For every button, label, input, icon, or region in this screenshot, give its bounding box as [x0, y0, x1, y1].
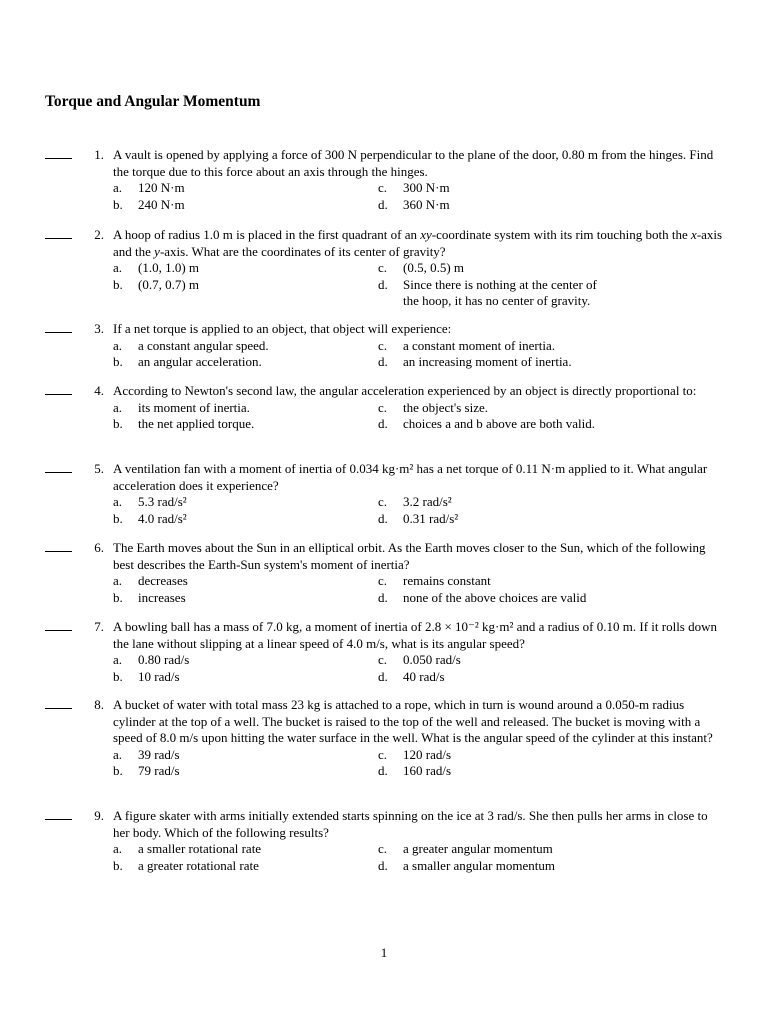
- question-stem: A ventilation fan with a moment of inertia of 0.034 kg·m² has a net torque of 0.11 N·m applied to it. What angular acceleration does it experience?: [113, 461, 708, 493]
- option-d: d. 0.31 rad/s²: [378, 510, 459, 526]
- option-d: d. a smaller angular momentum: [378, 857, 555, 873]
- option-c: c. 300 N·m: [378, 180, 450, 195]
- question-5: [0, 461, 768, 527]
- option-d: d. choices a and b above are both valid.: [378, 416, 596, 431]
- page-number: 1: [380, 945, 388, 960]
- option-b: b. 10 rad/s: [113, 668, 180, 684]
- option-a: a. (1.0, 1.0) m: [113, 260, 200, 275]
- option-a: a. decreases: [113, 573, 188, 588]
- question-stem: According to Newton's second law, the angular acceleration experienced by an object is directly proportional to:: [113, 383, 697, 398]
- option-d: d. Since there is nothing at the center of the hoop, it has no center of gravity.: [378, 276, 597, 308]
- option-a: a. a smaller rotational rate: [113, 841, 262, 856]
- option-c: c. 120 rad/s: [378, 746, 452, 762]
- option-a: a. 5.3 rad/s²: [113, 494, 187, 509]
- option-b: b. the net applied torque.: [113, 416, 255, 431]
- answer-blank[interactable]: [45, 238, 72, 239]
- question-stem: A bucket of water with total mass 23 kg is attached to a rope, which in turn is wound around a 0.050-m radius cylinder at the top of a well. The bucket is raised to the top of the well and released. The bucket is moving with a speed of 8.0 m/s upon hitting the water surface in the well. What is the angular speed of the cylinder at this instant?: [113, 697, 713, 745]
- answer-blank[interactable]: [45, 630, 72, 631]
- option-d: d. 160 rad/s: [378, 763, 452, 778]
- option-b: b. 4.0 rad/s²: [113, 510, 187, 526]
- option-a: a. its moment of inertia.: [113, 399, 250, 415]
- option-a: a. a constant angular speed.: [113, 337, 269, 353]
- question-number: 4.: [94, 383, 104, 398]
- answer-blank[interactable]: [45, 394, 72, 395]
- question-2: [0, 227, 768, 310]
- option-d: d. 360 N·m: [378, 196, 450, 212]
- question-number: 3.: [94, 321, 104, 336]
- question-9: [0, 808, 768, 874]
- answer-blank[interactable]: [45, 708, 72, 709]
- question-7: [0, 619, 768, 685]
- question-4: [0, 383, 768, 433]
- option-a: a. 0.80 rad/s: [113, 652, 190, 667]
- option-c: c. 3.2 rad/s²: [378, 494, 452, 509]
- answer-blank[interactable]: [45, 332, 72, 333]
- answer-blank[interactable]: [45, 158, 72, 159]
- page-title: Torque and Angular Momentum: [45, 93, 261, 110]
- question-3: [0, 321, 768, 371]
- option-c: c. 0.050 rad/s: [378, 652, 461, 667]
- question-number: 5.: [94, 461, 104, 476]
- option-c: c. a greater angular momentum: [378, 841, 553, 856]
- question-stem: A figure skater with arms initially extended starts spinning on the ice at 3 rad/s. She then pulls her arms in close to her body. Which of the following results?: [113, 808, 708, 840]
- option-a: a. 120 N·m: [113, 180, 185, 195]
- answer-blank[interactable]: [45, 472, 72, 473]
- question-stem: If a net torque is applied to an object, that object will experience:: [113, 321, 452, 336]
- option-c: c. the object's size.: [378, 399, 489, 415]
- question-stem: A vault is opened by applying a force of 300 N perpendicular to the plane of the door, 0.80 m from the hinges. Find the torque due to this force about an axis through the hinges.: [113, 147, 714, 179]
- question-stem: The Earth moves about the Sun in an elliptical orbit. As the Earth moves closer to the Sun, which of the following best describes the Earth-Sun system's moment of inertia?: [113, 540, 706, 572]
- option-d: d. none of the above choices are valid: [378, 589, 587, 605]
- question-number: 2.: [94, 227, 104, 242]
- option-c: c. remains constant: [378, 573, 491, 588]
- option-c: c. a constant moment of inertia.: [378, 337, 555, 353]
- option-c: c. (0.5, 0.5) m: [378, 260, 465, 275]
- option-b: b. 79 rad/s: [113, 763, 180, 778]
- question-number: 6.: [94, 540, 104, 555]
- question-number: 8.: [94, 697, 104, 712]
- question-1: [0, 147, 768, 213]
- option-b: b. (0.7, 0.7) m: [113, 276, 200, 292]
- question-8: [0, 697, 768, 780]
- option-b: b. 240 N·m: [113, 196, 185, 212]
- question-number: 7.: [94, 619, 104, 634]
- answer-blank[interactable]: [45, 551, 72, 552]
- question-6: [0, 540, 768, 606]
- question-stem: A bowling ball has a mass of 7.0 kg, a moment of inertia of 2.8 × 10⁻² kg·m² and a radius of 0.10 m. If it rolls down the lane without slipping at a linear speed of 4.0 m/s, what is its angular speed?: [113, 619, 718, 651]
- option-d: d. 40 rad/s: [378, 668, 445, 684]
- option-b: b. a greater rotational rate: [113, 857, 259, 873]
- question-stem: A hoop of radius 1.0 m is placed in the first quadrant of an xy-coordinate system with its rim touching both the x-axis and the y-axis. What are the coordinates of its center of gravity?: [113, 227, 723, 259]
- option-d: d. an increasing moment of inertia.: [378, 354, 572, 369]
- option-a: a. 39 rad/s: [113, 746, 180, 762]
- question-number: 9.: [94, 808, 104, 823]
- question-number: 1.: [94, 147, 104, 162]
- option-b: b. an angular acceleration.: [113, 354, 262, 369]
- option-b: b. increases: [113, 589, 186, 605]
- answer-blank[interactable]: [45, 819, 72, 820]
